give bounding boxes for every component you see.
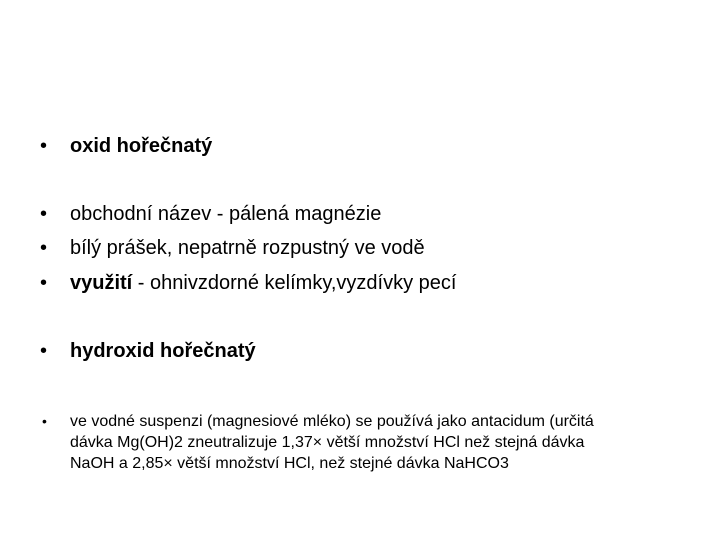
paragraph-antacid xyxy=(70,411,594,474)
bullet-item-hydroxid xyxy=(70,340,256,363)
bullet-glyph: • xyxy=(40,237,48,259)
paragraph-line: dávka Mg(OH)2 zneutralizuje 1,37× větší množství HCl než stejná dávka xyxy=(70,434,585,451)
bullet-bold-text: oxid hořečnatý xyxy=(70,135,213,157)
bullet-glyph: • xyxy=(40,340,48,362)
bullet-item-uses xyxy=(70,272,456,295)
bullet-item-oxid xyxy=(70,135,212,158)
bullet-glyph: • xyxy=(40,203,48,225)
bullet-rest-text: - ohnivzdorné kelímky,vyzdívky pecí xyxy=(132,272,457,294)
bullet-glyph: • xyxy=(40,272,48,294)
bullet-bold-text: využití xyxy=(70,272,133,294)
bullet-glyph: • xyxy=(42,413,47,429)
paragraph-line: NaOH a 2,85× větší množství HCl, než stejné dávka NaHCO3 xyxy=(70,455,509,472)
bullet-bold-text: hydroxid hořečnatý xyxy=(70,340,256,362)
bullet-item-properties: bílý prášek, nepatrně rozpustný ve vodě xyxy=(70,237,425,259)
bullet-glyph: • xyxy=(40,135,48,157)
bullet-item-trade-name: obchodní název - pálená magnézie xyxy=(70,203,382,225)
paragraph-line: ve vodné suspenzi (magnesiové mléko) se používá jako antacidum (určitá xyxy=(70,413,594,430)
